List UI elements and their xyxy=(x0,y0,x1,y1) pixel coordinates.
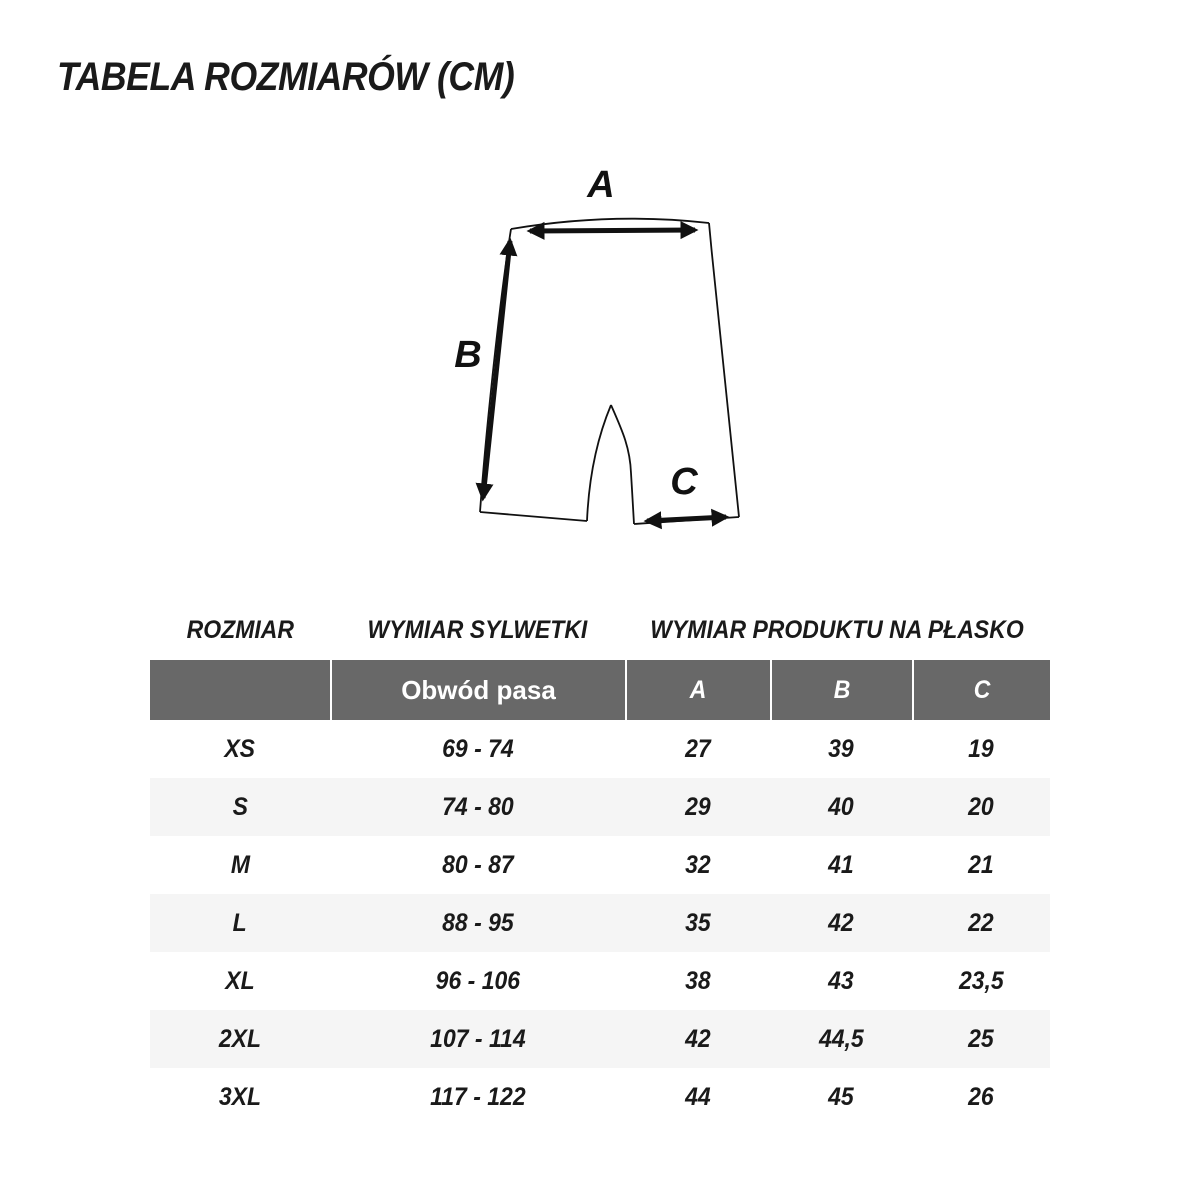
waist-cell: 88 - 95 xyxy=(330,894,625,952)
size-cell: XS xyxy=(224,734,256,763)
size-cell: L xyxy=(150,894,330,952)
b-cell: 39 xyxy=(828,734,854,763)
arrow-a xyxy=(530,230,695,231)
waist-cell: 96 - 106 xyxy=(435,966,520,995)
table-row-xl xyxy=(150,952,1050,1010)
page-title-text: TABELA ROZMIARÓW (CM) xyxy=(57,55,515,99)
waist-cell: 107 - 114 xyxy=(330,1010,625,1068)
shorts-waistband xyxy=(511,219,709,229)
a-cell: 35 xyxy=(625,894,770,952)
b-cell: 45 xyxy=(828,1082,854,1111)
size-cell: M xyxy=(230,850,250,879)
a-cell: 32 xyxy=(684,850,711,879)
b-cell: 40 xyxy=(770,778,912,836)
waist-cell: 80 - 87 xyxy=(441,850,514,879)
group-header-rozmiar xyxy=(150,612,330,648)
header-a-text: A xyxy=(690,675,707,704)
c-cell: 21 xyxy=(968,850,994,879)
header-b-text: B xyxy=(833,675,851,704)
a-cell: 42 xyxy=(625,1010,770,1068)
header-a-cell xyxy=(625,660,770,720)
c-cell: 23,5 xyxy=(958,966,1004,995)
table-row-3xl xyxy=(150,1068,1050,1126)
group-header-rozmiar-text: ROZMIAR xyxy=(186,615,294,644)
arrow-c xyxy=(647,517,726,521)
shorts-outline xyxy=(480,219,739,524)
table-row-xs xyxy=(150,720,1050,778)
b-cell: 41 xyxy=(828,850,854,879)
a-cell: 38 xyxy=(684,966,711,995)
table-header-row xyxy=(150,660,1050,720)
header-b-cell xyxy=(770,660,912,720)
group-header-wymiar-sylwetki-text: WYMIAR SYLWETKI xyxy=(367,615,588,644)
table-row-s xyxy=(150,778,1050,836)
waist-cell: 69 - 74 xyxy=(441,734,514,763)
header-corner-cell xyxy=(150,660,330,720)
page-title xyxy=(57,55,571,100)
shorts-right-side xyxy=(709,223,739,517)
c-cell: 26 xyxy=(968,1082,994,1111)
group-header-wymiar-produktu-text: WYMIAR PRODUKTU NA PŁASKO xyxy=(650,615,1025,644)
waist-cell: 117 - 122 xyxy=(429,1082,526,1111)
c-cell: 19 xyxy=(968,734,994,763)
table-row-l xyxy=(150,894,1050,952)
header-c-text: C xyxy=(973,675,991,704)
group-header-wymiar-sylwetki xyxy=(330,612,625,648)
size-cell: 3XL xyxy=(218,1082,262,1111)
size-cell: 2XL xyxy=(150,1010,330,1068)
header-c-cell xyxy=(912,660,1050,720)
a-cell: 29 xyxy=(625,778,770,836)
group-header-wymiar-produktu xyxy=(625,612,1050,648)
size-cell: XL xyxy=(225,966,255,995)
table-group-headers xyxy=(150,612,1050,648)
diagram-label-b: B xyxy=(454,334,482,376)
diagram-label-c: C xyxy=(670,461,698,503)
a-cell: 44 xyxy=(684,1082,711,1111)
header-waist-text: Obwód pasa xyxy=(401,674,556,705)
diagram-label-a: A xyxy=(587,164,615,206)
shorts-left-inner-leg xyxy=(587,405,611,521)
b-cell: 42 xyxy=(770,894,912,952)
waist-cell: 74 - 80 xyxy=(330,778,625,836)
size-cell: S xyxy=(150,778,330,836)
shorts-diagram xyxy=(430,150,780,570)
c-cell: 22 xyxy=(912,894,1050,952)
c-cell: 20 xyxy=(912,778,1050,836)
shorts-right-inner-leg xyxy=(611,405,634,524)
a-cell: 27 xyxy=(684,734,711,763)
table-row-2xl xyxy=(150,1010,1050,1068)
table-row-m xyxy=(150,836,1050,894)
b-cell: 43 xyxy=(828,966,854,995)
shorts-left-hem xyxy=(480,512,587,521)
size-table xyxy=(150,660,1050,1126)
arrow-b xyxy=(483,241,510,498)
header-waist-cell xyxy=(330,660,625,720)
b-cell: 44,5 xyxy=(770,1010,912,1068)
c-cell: 25 xyxy=(912,1010,1050,1068)
